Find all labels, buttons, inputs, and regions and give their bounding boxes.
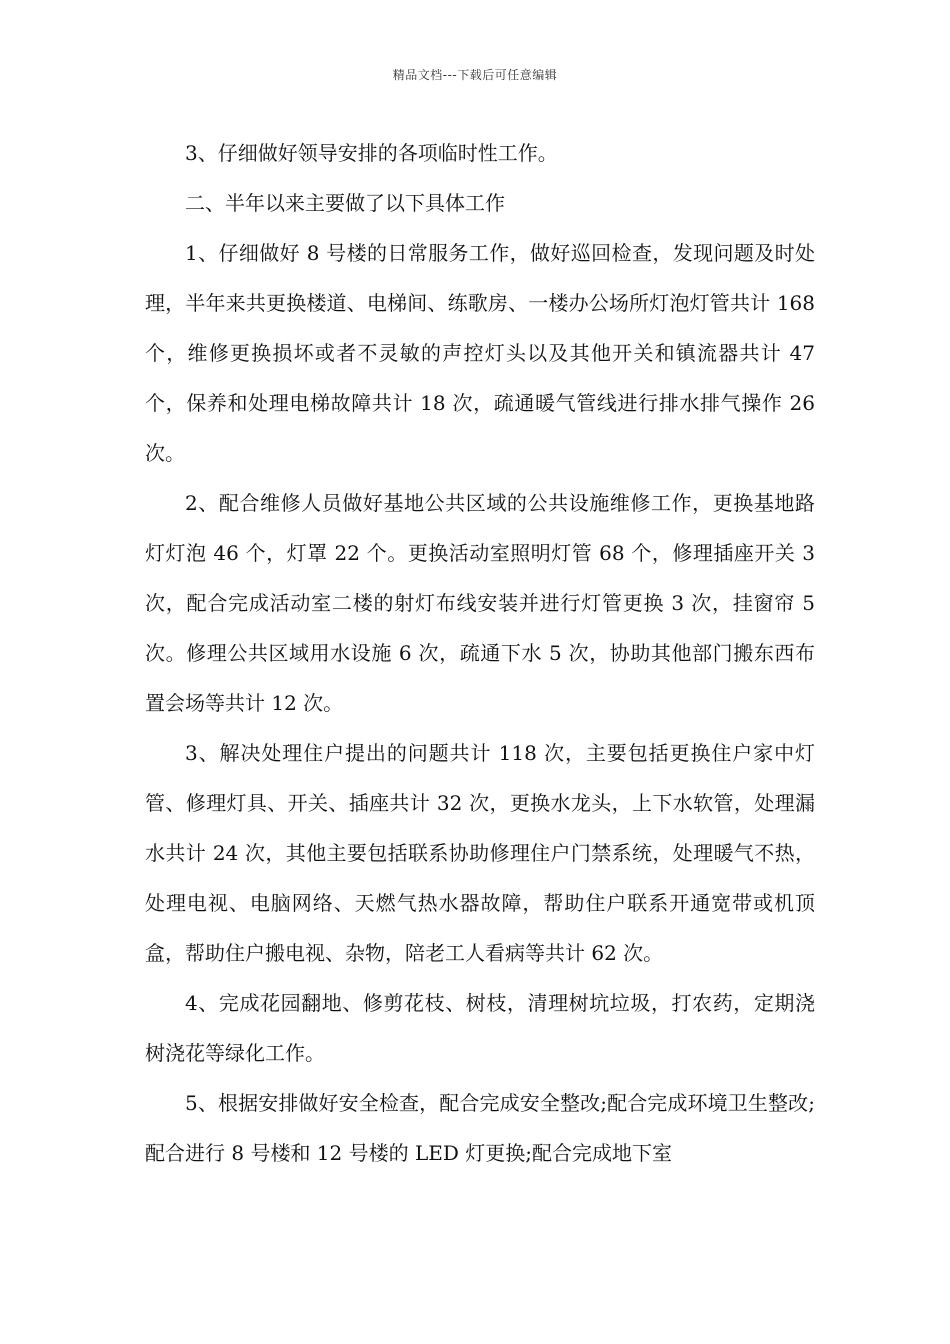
paragraph-item-1-building-8: 1、仔细做好 8 号楼的日常服务工作，做好巡回检查，发现问题及时处理，半年来共更换楼道、电梯间、练歌房、一楼办公场所灯泡灯管共计 168 个，维修更换损坏或者不灵敏的声控灯头以及其他开关和镇流器共计 47 个，保养和处理电梯故障共计 18 次，疏通暖气管线进行排水排气操作 26 次。 <box>145 241 815 465</box>
paragraph-item-3-resident-issues: 3、解决处理住户提出的问题共计 118 次，主要包括更换住户家中灯管、修理灯具、开关、插座共计 32 次，更换水龙头，上下水软管，处理漏水共计 24 次，其他主要包括联系协助修理住户门禁系统，处理暖气不热，处理电视、电脑网络、天燃气热水器故障，帮助住户联系开通宽带或机顶盒，帮助住户搬电视、杂物，陪老工人看病等共计 62 次。 <box>145 741 815 965</box>
section-heading-specific-work: 二、半年以来主要做了以下具体工作 <box>185 191 505 215</box>
paragraph-item-4-greening: 4、完成花园翻地、修剪花枝、树枝，清理树坑垃圾，打农药，定期浇树浇花等绿化工作。 <box>145 991 815 1065</box>
paragraph-item-2-public-facilities: 2、配合维修人员做好基地公共区域的公共设施维修工作，更换基地路灯灯泡 46 个，灯罩 22 个。更换活动室照明灯管 68 个，修理插座开关 3 次，配合完成活动室二楼的射灯布线安装并进行灯管更换 3 次，挂窗帘 5 次。修理公共区域用水设施 6 次，疏通下水 5 次，协助其他部门搬东西布置会场等共计 12 次。 <box>145 491 815 715</box>
paragraph-item-3-temporary-work: 3、仔细做好领导安排的各项临时性工作。 <box>185 141 558 165</box>
document-body <box>145 128 815 1178</box>
paragraph-item-5-safety-inspection: 5、根据安排做好安全检查，配合完成安全整改;配合完成环境卫生整改;配合进行 8 号楼和 12 号楼的 LED 灯更换;配合完成地下室 <box>145 1091 815 1165</box>
page-header: 精品文档---下载后可任意编辑 <box>392 68 558 82</box>
